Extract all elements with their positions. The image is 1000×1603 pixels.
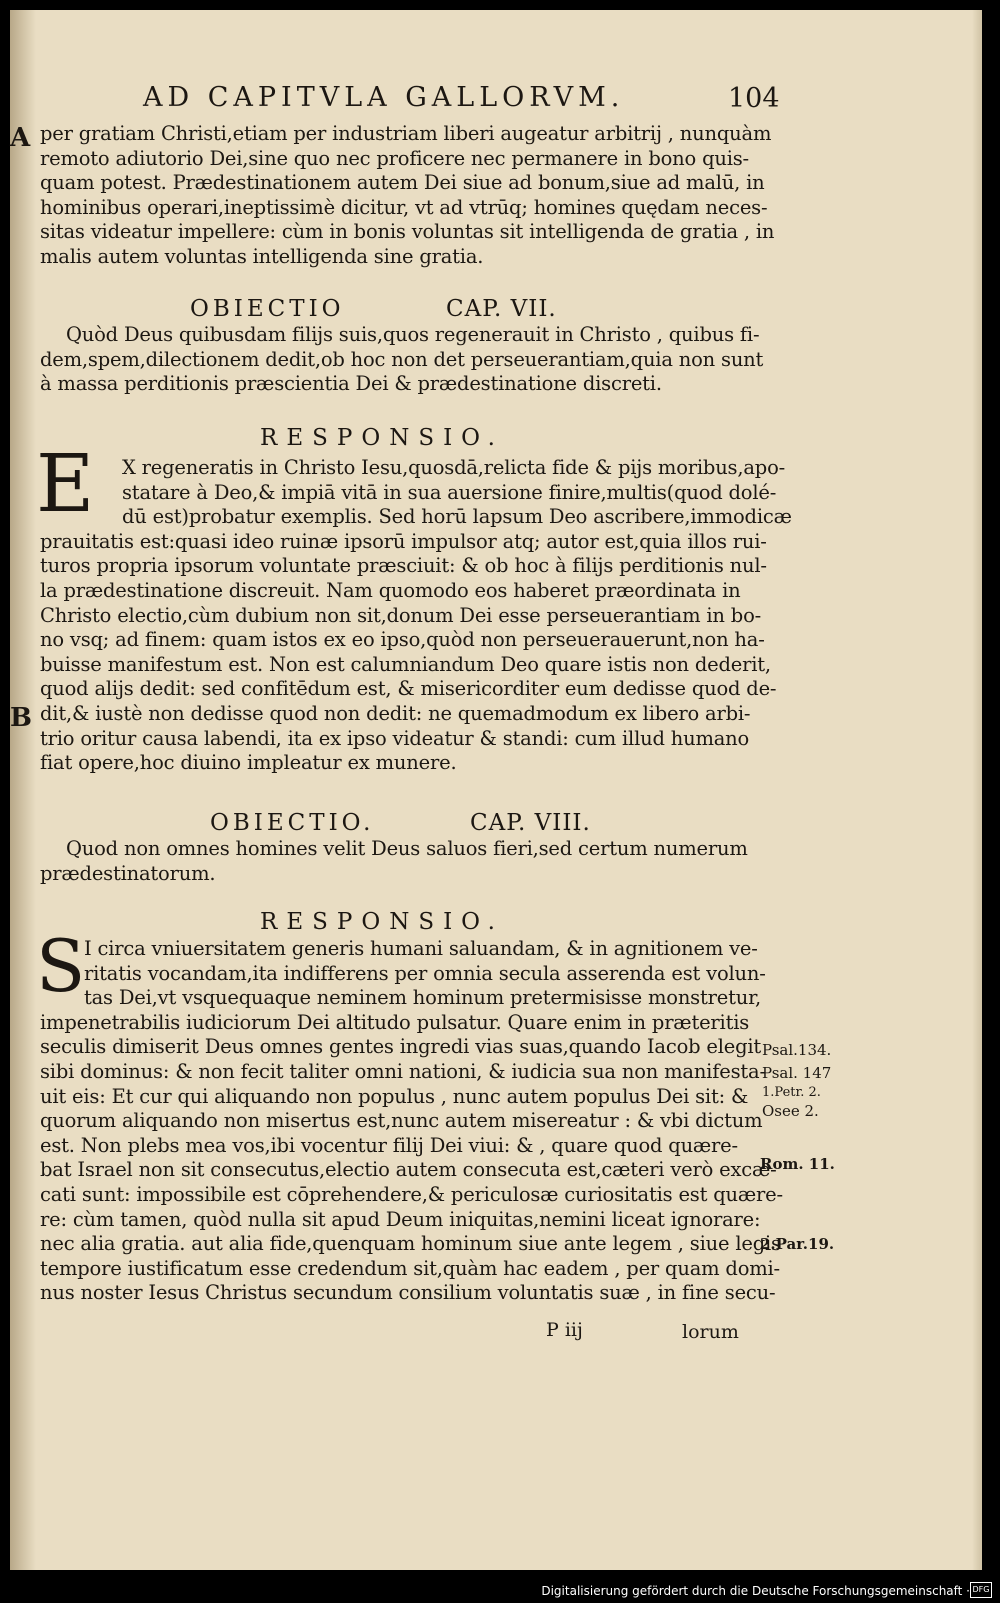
- responsio-2-title: RESPONSIO.: [260, 909, 504, 935]
- objection-8-text: [40, 837, 766, 886]
- drop-capital-e: E: [36, 437, 95, 530]
- text-line: tas Dei,vt vsquequaque neminem hominum pretermisisse monstretur,: [84, 986, 762, 1010]
- text-line: prædestinatorum.: [40, 861, 216, 885]
- marginal-note: Rom. 11.: [760, 1155, 835, 1173]
- book-page: [10, 10, 982, 1570]
- page-spine-shadow: [10, 10, 36, 1570]
- text-line: la prædestinatione discreuit. Nam quomodo eos haberet præordinata in: [40, 578, 741, 602]
- text-line: quam potest. Prædestinationem autem Dei siue ad bonum,siue ad malū, in: [40, 171, 765, 195]
- marginal-note: Psal.134.: [762, 1041, 832, 1059]
- text-line: prauitatis est:quasi ideo ruinæ ipsorū impulsor atq; autor est,quia illos rui-: [40, 529, 767, 553]
- text-line: X regeneratis in Christo Iesu,quosdā,relicta fide & pijs moribus,apo-: [122, 456, 785, 479]
- objectio-7-chapter: CAP. VII.: [446, 296, 557, 322]
- text-line: ritatis vocandam,ita indifferens per omnia secula asserenda est volun-: [84, 961, 766, 985]
- objectio-8-title: OBIECTIO.: [210, 810, 375, 836]
- text-line: turos propria ipsorum voluntate præsciuit: & ob hoc à filijs perditionis nul-: [40, 554, 767, 578]
- text-line: per gratiam Christi,etiam per industriam liberi augeatur arbitrij , nunquàm: [40, 122, 772, 145]
- text-line: sitas videatur impellere: cùm in bonis voluntas sit intelligenda de gratia , in: [40, 220, 775, 244]
- text-line: quod alijs dedit: sed confitēdum est, & misericorditer eum dedisse quod de-: [40, 677, 777, 701]
- text-line: dem,spem,dilectionem dedit,ob hoc non det perseuerantiam,quia non sunt: [40, 347, 764, 371]
- page-edge-shadow: [972, 10, 982, 1570]
- text-line: Quod non omnes homines velit Deus saluos fieri,sed certum numerum: [66, 837, 748, 860]
- text-block-1: [40, 122, 775, 270]
- folio-number: 104: [728, 83, 780, 114]
- text-line: trio oritur causa labendi, ita ex ipso videatur & standi: cum illud humano: [40, 726, 750, 750]
- running-header: AD CAPITVLA GALLORVM.: [143, 82, 625, 113]
- text-line: seculis dimiserit Deus omnes gentes ingredi vias suas,quando Iacob elegit: [40, 1035, 762, 1059]
- marginal-note: Osee 2.: [762, 1102, 819, 1120]
- text-line: Quòd Deus quibusdam filijs suis,quos regenerauit in Christo , quibus fi-: [66, 323, 760, 346]
- marginal-note: 1.Petr. 2.: [762, 1085, 821, 1100]
- text-line: à massa perditionis præscientia Dei & prædestinatione discreti.: [40, 372, 662, 396]
- text-line: malis autem voluntas intelligenda sine gratia.: [40, 244, 484, 268]
- drop-capital-s: S: [36, 924, 86, 1008]
- text-line: tempore iustificatum esse credendum sit,quàm hac eadem , per quam domi-: [40, 1256, 780, 1280]
- responsio-1-title: RESPONSIO.: [260, 425, 504, 451]
- text-line: cati sunt: impossibile est cōprehendere,& periculosæ curiositatis est quære-: [40, 1182, 783, 1206]
- catchword: lorum: [682, 1321, 739, 1343]
- text-line: nec alia gratia. aut alia fide,quenquam hominum siue ante legem , siue legis: [40, 1232, 781, 1256]
- text-line: quorum aliquando non misertus est,nunc autem misereatur : & vbi dictum: [40, 1109, 763, 1133]
- marginal-note: 2.Par.19.: [760, 1235, 835, 1253]
- text-line: hominibus operari,ineptissimè dicitur, vt ad vtrūq; homines quędam neces-: [40, 195, 768, 219]
- text-line: impenetrabilis iudiciorum Dei altitudo pulsatur. Quare enim in præteritis: [40, 1010, 750, 1034]
- objectio-7-title: OBIECTIO: [190, 296, 345, 322]
- dfg-logo: DFG: [970, 1582, 992, 1598]
- text-line: dū est)probatur exemplis. Sed horū lapsum Deo ascribere,immodicæ: [122, 505, 792, 529]
- text-line: remoto adiutorio Dei,sine quo nec proficere nec permanere in bono quis-: [40, 146, 749, 170]
- objection-7-text: [40, 323, 766, 397]
- text-line: nus noster Iesus Christus secundum consilium voluntatis suæ , in fine secu-: [40, 1281, 776, 1305]
- text-line: Christo electio,cùm dubium non sit,donum Dei esse perseuerantiam in bo-: [40, 603, 762, 627]
- text-line: sibi dominus: & non fecit taliter omni nationi, & iudicia sua non manifesta-: [40, 1059, 766, 1083]
- responsio-1-text: [40, 456, 792, 776]
- text-line: uit eis: Et cur qui aliquando non populus , nunc autem populus Dei sit: &: [40, 1084, 749, 1108]
- section-mark-b: B: [10, 703, 32, 733]
- text-line: buisse manifestum est. Non est calumniandum Deo quare istis non dederit,: [40, 652, 771, 676]
- digitization-credit: Digitalisierung gefördert durch die Deutsche Forschungsgemeinschaft ·: [541, 1584, 970, 1598]
- marginal-note: Psal. 147: [762, 1064, 832, 1082]
- text-line: fiat opere,hoc diuino impleatur ex munere.: [40, 751, 457, 775]
- text-line: bat Israel non sit consecutus,electio autem consecuta est,cæteri verò excæ-: [40, 1158, 777, 1182]
- responsio-2-text: [40, 937, 783, 1306]
- text-line: statare à Deo,& impiā vitā in sua auersione finire,multis(quod dolé-: [122, 480, 777, 504]
- section-mark-a: A: [10, 123, 31, 153]
- text-line: re: cùm tamen, quòd nulla sit apud Deum iniquitas,nemini liceat ignorare:: [40, 1207, 761, 1231]
- text-line: dit,& iustè non dedisse quod non dedit: ne quemadmodum ex libero arbi-: [40, 701, 751, 725]
- text-line: I circa vniuersitatem generis humani saluandam, & in agnitionem ve-: [84, 937, 758, 960]
- signature-mark: P iij: [546, 1319, 583, 1341]
- text-line: est. Non plebs mea vos,ibi vocentur filij Dei viui: & , quare quod quære-: [40, 1133, 738, 1157]
- objectio-8-chapter: CAP. VIII.: [470, 810, 591, 836]
- text-line: no vsq; ad finem: quam istos ex eo ipso,quòd non perseuerauerunt,non ha-: [40, 628, 765, 652]
